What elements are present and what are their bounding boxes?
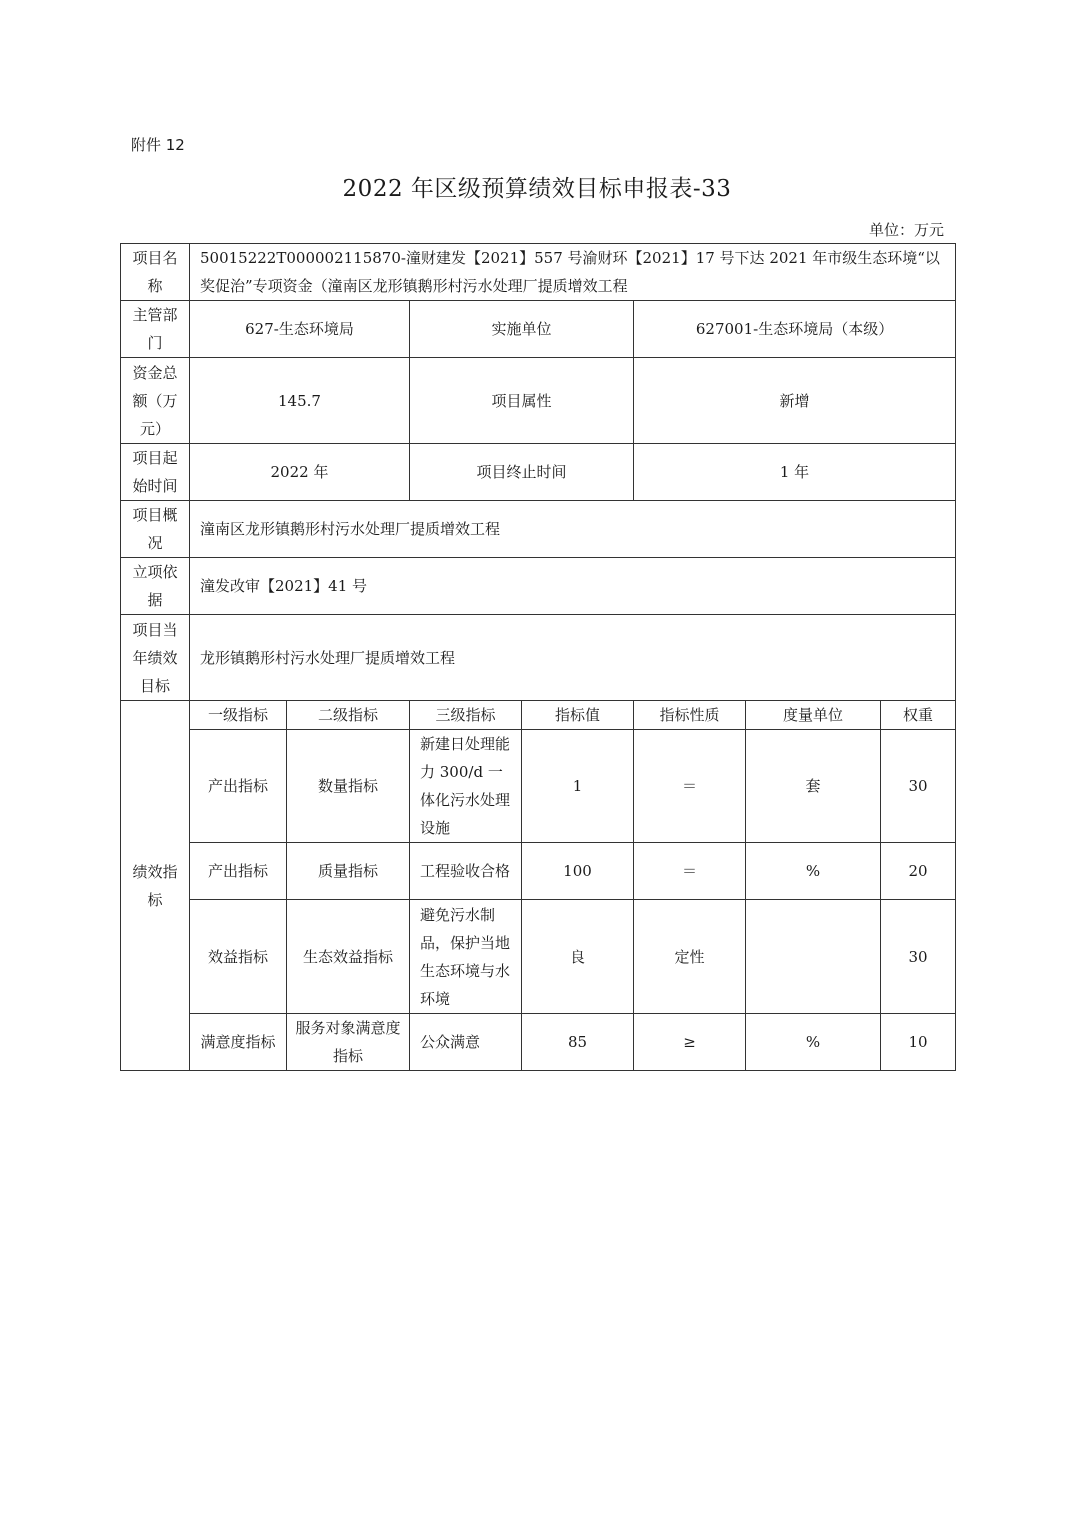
project-name-value: 50015222T000002115870-潼财建发【2021】557 号渝财环【2021】17 号下达 2021 年市级生态环境“以奖促治”专项资金（潼南区龙形镇鹅形村污水处理厂提质增效工程 [190,244,956,301]
cell: % [746,1014,881,1071]
start-time-label: 项目起始时间 [121,444,190,501]
cell: ＝ [634,843,746,900]
indicator-header-row [121,701,956,730]
indicator-row [121,900,956,1014]
attr-label: 项目属性 [410,358,634,444]
attr-value: 新增 [634,358,956,444]
end-time-value: 1 年 [634,444,956,501]
header-cell: 权重 [881,701,956,730]
project-name-label: 项目名称 [121,244,190,301]
impl-unit-label: 实施单位 [410,301,634,358]
cell: 定性 [634,900,746,1014]
cell: 套 [746,730,881,843]
cell: 工程验收合格 [410,843,522,900]
cell: 公众满意 [410,1014,522,1071]
unit-label: 单位：万元 [868,221,944,239]
indicator-row [121,730,956,843]
row-funds [121,358,956,444]
cell: 20 [881,843,956,900]
basis-value: 潼发改审【2021】41 号 [190,558,956,615]
page-title: 2022 年区级预算绩效目标申报表-33 [342,176,732,202]
overview-value: 潼南区龙形镇鹅形村污水处理厂提质增效工程 [190,501,956,558]
indicators-label: 绩效指标 [121,701,190,1071]
cell: 新建日处理能力 300/d 一体化污水处理设施 [410,730,522,843]
row-goal [121,615,956,701]
header-cell: 度量单位 [746,701,881,730]
cell: 良 [522,900,634,1014]
header-cell: 三级指标 [410,701,522,730]
goal-label: 项目当年绩效目标 [121,615,190,701]
goal-value: 龙形镇鹅形村污水处理厂提质增效工程 [190,615,956,701]
start-time-value: 2022 年 [190,444,410,501]
header-cell: 指标性质 [634,701,746,730]
cell: % [746,843,881,900]
cell: 效益指标 [190,900,287,1014]
row-basis [121,558,956,615]
cell: ＝ [634,730,746,843]
basis-label: 立项依据 [121,558,190,615]
cell: 服务对象满意度指标 [287,1014,410,1071]
header-cell: 二级指标 [287,701,410,730]
performance-table [120,243,956,1071]
impl-unit-value: 627001-生态环境局（本级） [634,301,956,358]
dept-value: 627-生态环境局 [190,301,410,358]
row-time [121,444,956,501]
dept-label: 主管部门 [121,301,190,358]
indicator-row [121,1014,956,1071]
indicator-row [121,843,956,900]
cell: 避免污水制品，保护当地生态环境与水环境 [410,900,522,1014]
row-department [121,301,956,358]
cell: 85 [522,1014,634,1071]
end-time-label: 项目终止时间 [410,444,634,501]
row-overview [121,501,956,558]
cell: 质量指标 [287,843,410,900]
cell: ≥ [634,1014,746,1071]
cell: 数量指标 [287,730,410,843]
cell: 产出指标 [190,730,287,843]
cell [746,900,881,1014]
header-cell: 指标值 [522,701,634,730]
row-project-name [121,244,956,301]
cell: 100 [522,843,634,900]
cell: 产出指标 [190,843,287,900]
funds-value: 145.7 [190,358,410,444]
cell: 30 [881,900,956,1014]
overview-label: 项目概况 [121,501,190,558]
header-cell: 一级指标 [190,701,287,730]
cell: 1 [522,730,634,843]
cell: 满意度指标 [190,1014,287,1071]
cell: 生态效益指标 [287,900,410,1014]
cell: 10 [881,1014,956,1071]
attachment-label: 附件 12 [131,136,185,154]
funds-label: 资金总额（万元） [121,358,190,444]
cell: 30 [881,730,956,843]
